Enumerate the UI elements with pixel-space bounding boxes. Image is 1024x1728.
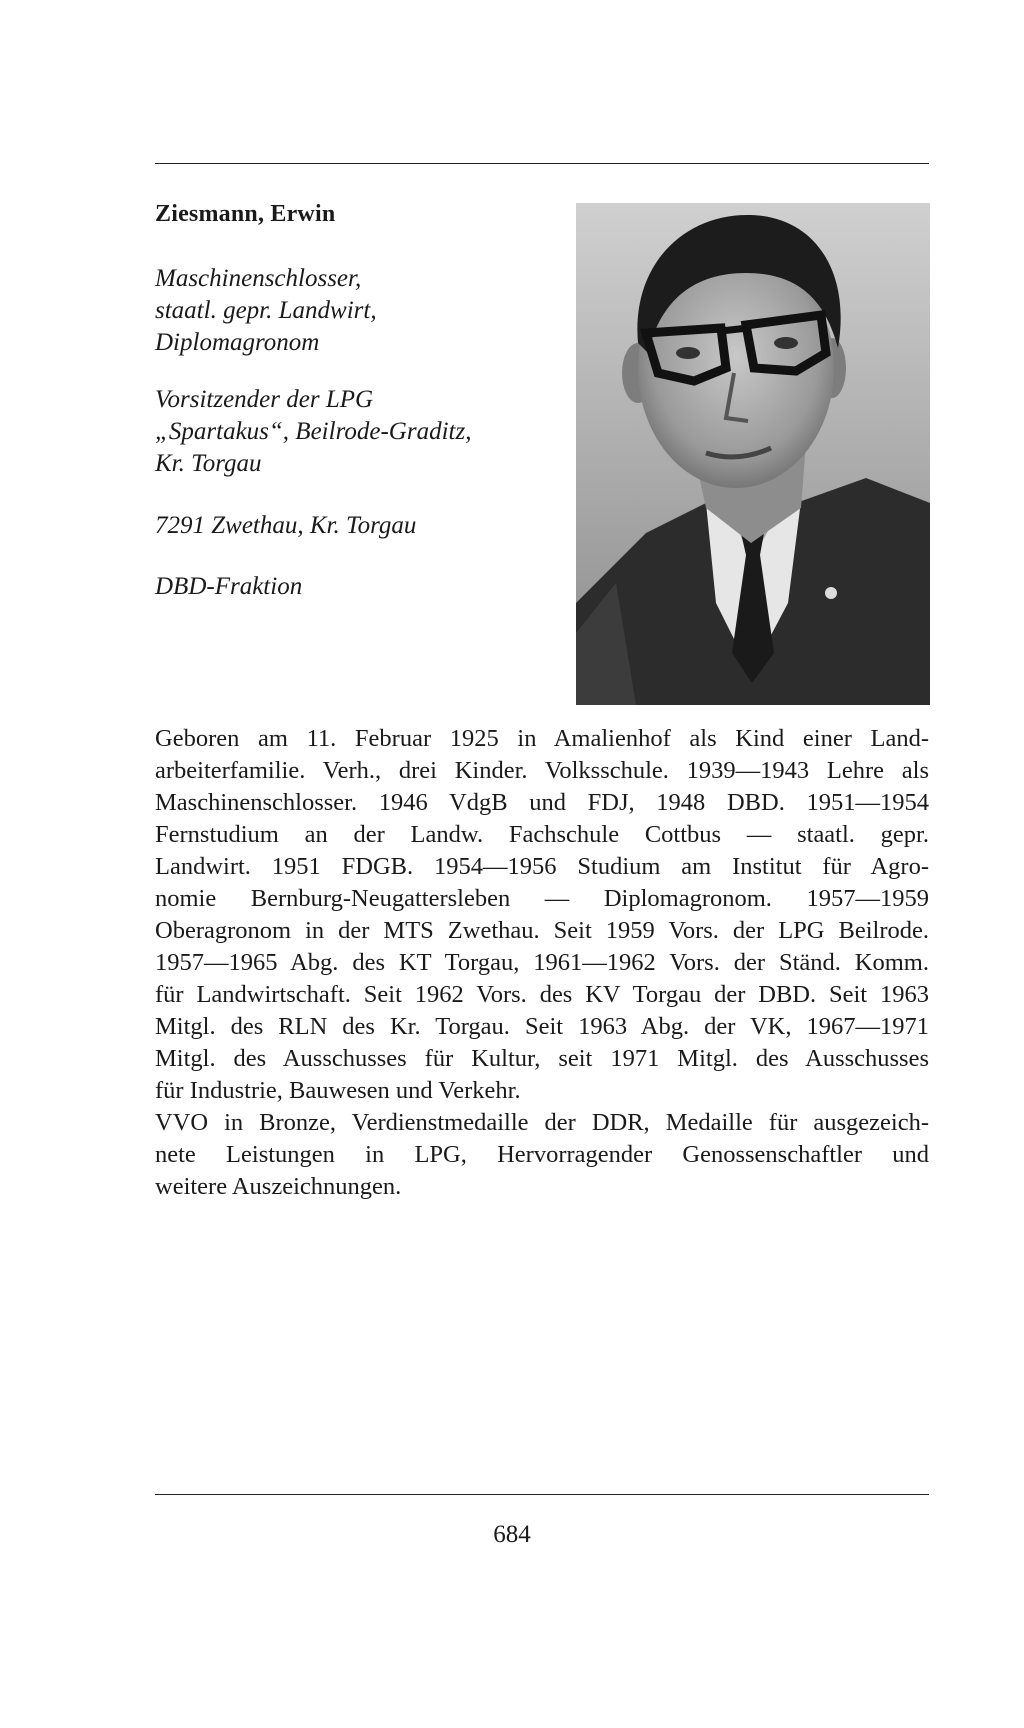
biography-line: Fernstudium an der Landw. Fachschule Cottbus — staatl. gepr. bbox=[155, 821, 929, 848]
biography-line: Geboren am 11. Februar 1925 in Amalienhof als Kind einer Land- bbox=[155, 725, 929, 752]
profession bbox=[155, 263, 377, 359]
biography-line: für Industrie, Bauwesen und Verkehr. bbox=[155, 1077, 521, 1104]
profession-line: Diplomagronom bbox=[155, 329, 320, 356]
biography-line: Landwirt. 1951 FDGB. 1954—1956 Studium am Institut für Agro- bbox=[155, 853, 929, 880]
top-rule bbox=[155, 163, 929, 164]
position-line: Vorsitzender der LPG bbox=[155, 386, 374, 413]
biography-line: Mitgl. des Ausschusses für Kultur, seit 1971 Mitgl. des Ausschusses bbox=[155, 1045, 929, 1072]
biography-line: arbeiterfamilie. Verh., drei Kinder. Volksschule. 1939—1943 Lehre als bbox=[155, 757, 929, 784]
bottom-rule bbox=[155, 1494, 929, 1495]
biography bbox=[155, 723, 929, 1203]
address bbox=[155, 510, 416, 542]
profession-line: Maschinenschlosser, bbox=[155, 265, 362, 292]
page-number: 684 bbox=[493, 1521, 531, 1548]
position bbox=[155, 384, 471, 480]
profession-line: staatl. gepr. Landwirt, bbox=[155, 297, 377, 324]
biography-line: für Landwirtschaft. Seit 1962 Vors. des KV Torgau der DBD. Seit 1963 bbox=[155, 981, 929, 1008]
position-line: Kr. Torgau bbox=[155, 450, 262, 477]
fraction-line: DBD-Fraktion bbox=[155, 573, 303, 600]
biography-line: Maschinenschlosser. 1946 VdgB und FDJ, 1948 DBD. 1951—1954 bbox=[155, 789, 929, 816]
fraction bbox=[155, 571, 302, 603]
portrait-photo bbox=[576, 203, 930, 705]
position-line: „Spartakus“, Beilrode-Graditz, bbox=[155, 418, 472, 445]
awards-line: weitere Auszeichnungen. bbox=[155, 1173, 402, 1200]
biography-line: 1957—1965 Abg. des KT Torgau, 1961—1962 Vors. der Ständ. Komm. bbox=[155, 949, 929, 976]
awards-line: VVO in Bronze, Verdienstmedaille der DDR, Medaille für ausgezeich- bbox=[155, 1109, 929, 1136]
biography-line: nomie Bernburg-Neugattersleben — Diplomagronom. 1957—1959 bbox=[155, 885, 929, 912]
biography-line: Oberagronom in der MTS Zwethau. Seit 1959 Vors. der LPG Beilrode. bbox=[155, 917, 929, 944]
portrait-illustration bbox=[576, 203, 930, 705]
biography-line: Mitgl. des RLN des Kr. Torgau. Seit 1963 Abg. der VK, 1967—1971 bbox=[155, 1013, 929, 1040]
person-name: Ziesmann, Erwin bbox=[155, 201, 336, 227]
awards-line: nete Leistungen in LPG, Hervorragender Genossenschaftler und bbox=[155, 1141, 929, 1168]
address-line: 7291 Zwethau, Kr. Torgau bbox=[155, 512, 417, 539]
